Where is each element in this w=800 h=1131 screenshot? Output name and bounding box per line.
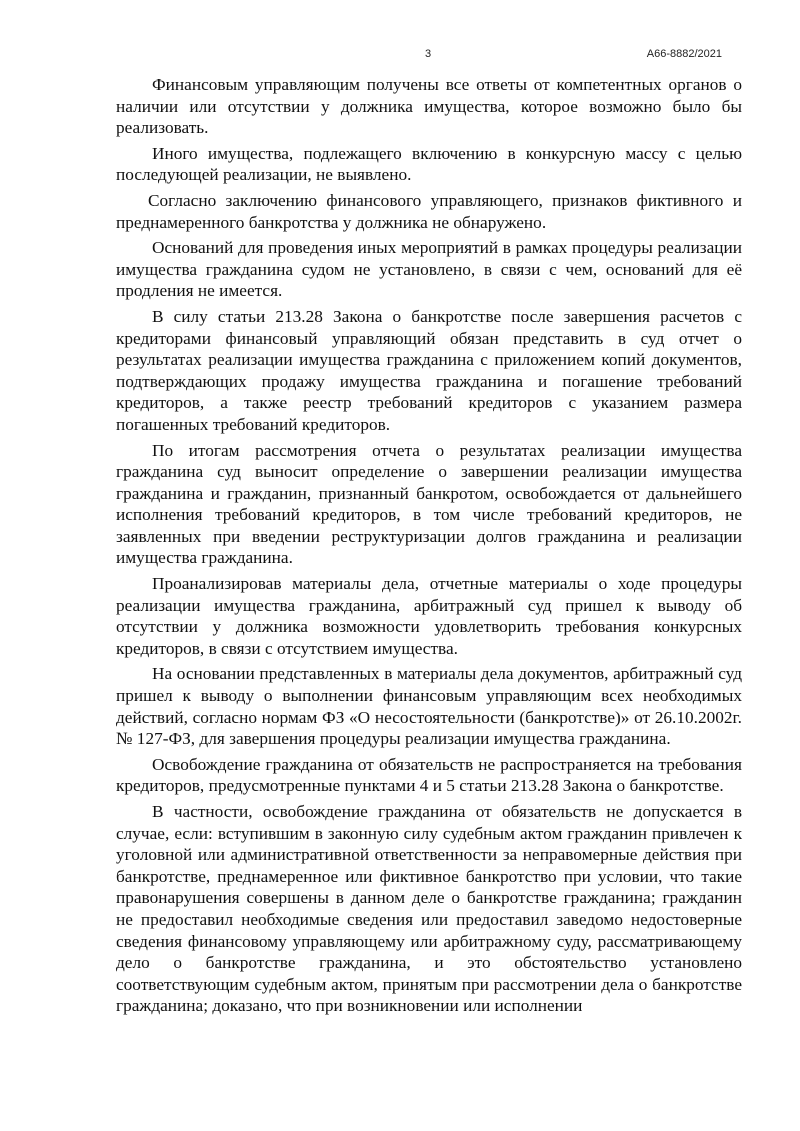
page-header [0, 44, 800, 64]
paragraph: Иного имущества, подлежащего включению в конкурсную массу с целью последующей реализации, не выявлено. [116, 143, 742, 185]
page-number: 3 [425, 48, 432, 60]
paragraph: На основании представленных в материалы дела документов, арбитражный суд пришел к выводу о выполнении финансовым управляющим всех необходимых действий, согласно нормам ФЗ «О несостоятельности (банкротстве)» от 26.10.2002г. № 127-ФЗ, для завершения процедуры реализации имущества гражданина. [116, 664, 742, 749]
paragraph: Согласно заключению финансового управляющего, признаков фиктивного и преднамеренного банкротства у должника не обнаружено. [116, 190, 742, 232]
paragraph: По итогам рассмотрения отчета о результатах реализации имущества гражданина суд выносит определение о завершении реализации имущества гражданина и гражданин, признанный банкротом, освобождается от дальнейшего исполнения требований кредиторов, в том числе требований кредиторов, не заявленных при введении реструктуризации долгов гражданина и реализации имущества гражданина. [116, 440, 742, 568]
paragraph: Проанализировав материалы дела, отчетные материалы о ходе процедуры реализации имущества гражданина, арбитражный суд пришел к выводу об отсутствии у должника возможности удовлетворить требования конкурсных кредиторов, в связи с отсутствием имущества. [116, 574, 742, 658]
paragraph: Освобождение гражданина от обязательств не распространяется на требования кредиторов, предусмотренные пунктами 4 и 5 статьи 213.28 Закона о банкротстве. [116, 754, 742, 796]
paragraph: Оснований для проведения иных мероприятий в рамках процедуры реализации имущества гражданина судом не установлено, в связи с чем, оснований для её продления не имеется. [116, 238, 742, 301]
paragraph: Финансовым управляющим получены все ответы от компетентных органов о наличии или отсутствии у должника имущества, которое возможно было бы реализовать. [116, 75, 742, 138]
case-number: А66-8882/2021 [646, 48, 722, 60]
document-body [116, 74, 742, 1017]
paragraph: В силу статьи 213.28 Закона о банкротстве после завершения расчетов с кредиторами финансовый управляющий обязан представить в суд отчет о результатах реализации имущества гражданина с приложением копий документов, подтверждающих продажу имущества гражданина и погашение требований кредиторов, а также реестр требований кредиторов с указанием размера погашенных требований кредиторов. [116, 306, 742, 434]
paragraph: В частности, освобождение гражданина от обязательств не допускается в случае, если: вступившим в законную силу судебным актом гражданин привлечен к уголовной или административной ответственности за неправомерные действия при банкротстве, преднамеренное или фиктивное банкротство при условии, что такие правонарушения совершены в данном деле о банкротстве гражданина; гражданин не предоставил необходимые сведения или предоставил заведомо недостоверные сведения финансовому управляющему или арбитражному суду, рассматривающему дело о банкротстве гражданина, и это обстоятельство установлено соответствующим судебным актом, принятым при рассмотрении дела о банкротстве гражданина; доказано, что при возникновении или исполнении [116, 802, 742, 1016]
